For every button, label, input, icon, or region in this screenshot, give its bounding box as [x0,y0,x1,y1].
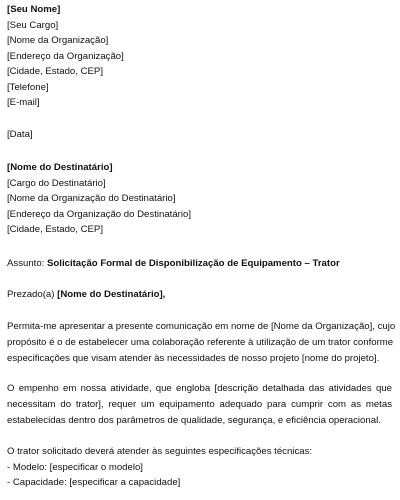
sender-organization: [Nome da Organização] [7,35,109,46]
paragraph-line: necessitam do trator], requer um equipamento adequado para cumprir com as metas [7,399,392,410]
paragraph-line: O empenho em nossa atividade, que engloba [descrição detalhada das atividades que [7,383,392,394]
recipient-block [7,160,392,238]
recipient-organization: [Nome da Organização do Destinatário] [7,193,176,204]
recipient-city: [Cidade, Estado, CEP] [7,224,103,235]
subject-label: Assunto: [7,258,45,269]
paragraph-activities [7,381,392,429]
sender-email: [E-mail] [7,97,40,108]
paragraph-line: especificações que visam atender às necessidades de nosso projeto [nome do projeto]. [7,353,380,364]
sender-block [7,2,392,111]
sender-city: [Cidade, Estado, CEP] [7,66,103,77]
spec-item-model: - Modelo: [especificar o modelo] [7,461,143,473]
specs-intro: O trator solicitado deverá atender às seguintes especificações técnicas: [7,446,313,457]
paragraph-line: Permita-me apresentar a presente comunicação em nome de [Nome da Organização], cujo [7,321,396,332]
spec-item-capacity: - Capacidade: [especificar a capacidade] [7,477,181,488]
sender-phone: [Telefone] [7,81,49,93]
letter-date: [Data] [7,129,33,140]
subject-line [7,256,392,272]
paragraph-line: estabelecidas dentro dos parâmetros de qualidade, segurança, e eficiência operacional. [7,415,381,426]
sender-name: [Seu Nome] [7,4,61,15]
sender-title: [Seu Cargo] [7,19,59,31]
greeting-prefix: Prezado(a) [7,289,55,300]
recipient-name: [Nome do Destinatário] [7,162,113,173]
recipient-title: [Cargo do Destinatário] [7,177,106,189]
greeting-name: [Nome do Destinatário], [57,289,166,300]
specs-block [7,444,392,491]
paragraph-line: propósito é o de estabelecer uma colaboração referente à utilização de um trator conforme [7,337,394,348]
greeting-line [7,287,392,303]
recipient-address: [Endereço da Organização do Destinatário] [7,208,191,220]
sender-address: [Endereço da Organização] [7,50,124,62]
date-block [7,127,392,143]
paragraph-intro [7,319,396,367]
subject-text: Solicitação Formal de Disponibilização de Equipamento – Trator [47,258,340,269]
